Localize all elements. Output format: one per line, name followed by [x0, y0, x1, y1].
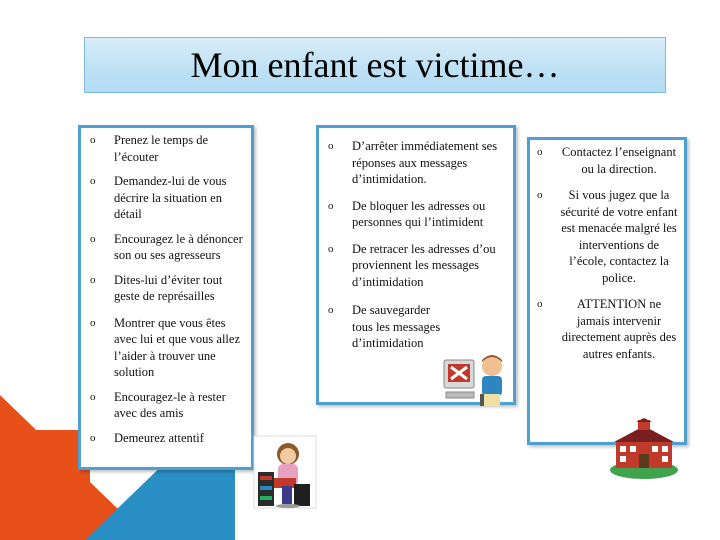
list-item: o Prenez le temps de l’écouter [90, 133, 209, 164]
list-item: o ATTENTION ne jamais intervenir directement auprès des autres enfants. [537, 297, 677, 361]
advice-panel-right [527, 137, 687, 445]
advice-list-right [530, 140, 684, 362]
computer-user-icon [440, 350, 510, 408]
list-item: o D’arrêter immédiatement ses réponses aux messages d’intimidation. [328, 139, 498, 186]
bullet-marker: o [90, 316, 96, 329]
bullet-marker: o [328, 242, 334, 255]
bullet-marker: o [90, 232, 96, 245]
list-item: o Demeurez attentif [90, 430, 204, 445]
list-item: o Montrer que vous êtes avec lui et que vous allez l’aider à trouver une solution [90, 315, 240, 379]
bullet-marker: o [328, 304, 334, 316]
advice-panel-left [78, 125, 254, 470]
slide-title-box [84, 37, 666, 93]
list-item: o Demandez-lui de vous décrire la situation en détail [90, 174, 227, 221]
bullet-marker: o [328, 199, 334, 212]
list-item: o De sauvegarder tous les messages d’intimidation [328, 303, 441, 350]
list-item: o Encouragez-le à rester avec des amis [90, 389, 226, 420]
girl-reading-icon [250, 432, 320, 512]
list-item: o Dites-lui d’éviter tout geste de représailles [90, 272, 223, 303]
bullet-marker: o [328, 140, 334, 152]
list-item: o De retracer les adresses d’ou proviennent les messages d’intimidation [328, 241, 496, 289]
school-building-icon [608, 418, 680, 480]
bullet-marker: o [90, 134, 96, 146]
bullet-marker: o [537, 146, 543, 158]
bullet-marker: o [90, 431, 96, 444]
list-item: o Contactez l’enseignant ou la direction. [537, 145, 677, 176]
list-item: o De bloquer les adresses ou personnes qui l’intimident [328, 198, 486, 229]
list-item: o Si vous jugez que la sécurité de votre enfant est menacée malgré les interventions de l’école, contactez la police. [537, 188, 678, 285]
bullet-marker: o [90, 390, 96, 403]
list-item: o Encouragez le à dénoncer son ou ses agresseurs [90, 231, 243, 262]
corner-decoration-orange-fill [0, 430, 90, 540]
bullet-marker: o [90, 175, 96, 187]
bullet-marker: o [537, 189, 543, 201]
bullet-marker: o [537, 298, 543, 310]
advice-list-left [81, 128, 251, 446]
slide-title: Mon enfant est victime… [190, 45, 560, 85]
advice-list-middle [319, 128, 513, 352]
bullet-marker: o [90, 273, 96, 286]
